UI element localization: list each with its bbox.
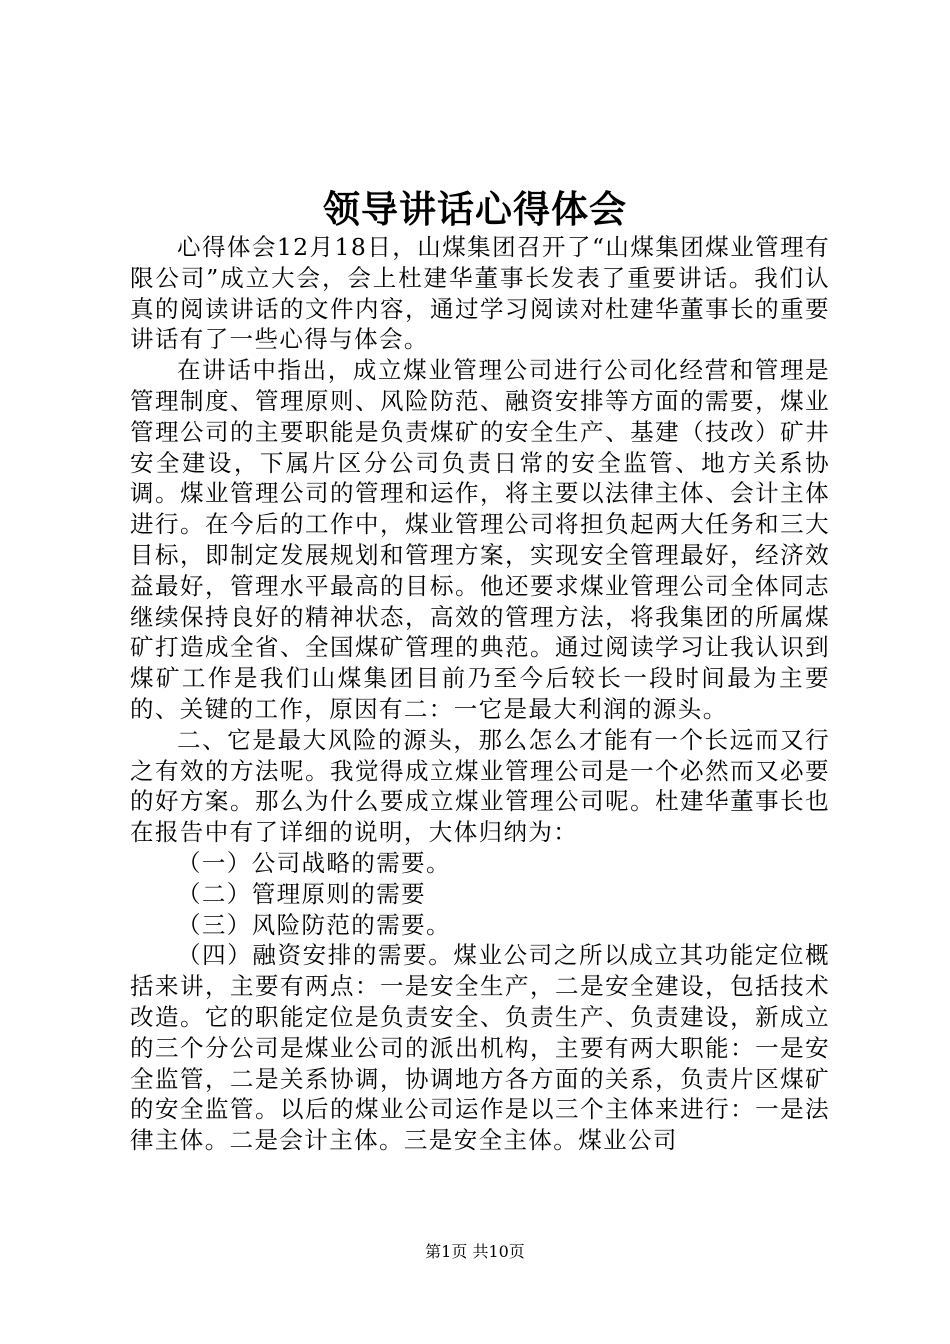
document-body <box>130 232 830 1156</box>
document-title: 领导讲话心得体会 <box>323 187 627 231</box>
list-item-strategy: （一）公司战略的需要。 <box>177 848 451 877</box>
page-number-footer: 第1页 共10页 <box>425 1242 525 1261</box>
paragraph-speech-summary: 在讲话中指出，成立煤业管理公司进行公司化经营和管理是管理制度、管理原则、风险防范、融资安排等方面的需要，煤业管理公司的主要职能是负责煤矿的安全生产、基建（技改）矿井安全建设，下属片区分公司负责日常的安全监管、地方关系协调。煤业管理公司的管理和运作，将主要以法律主体、会计主体进行。在今后的工作中，煤业管理公司将担负起两大任务和三大目标，即制定发展规划和管理方案，实现安全管理最好，经济效益最好，管理水平最高的目标。他还要求煤业管理公司全体同志继续保持良好的精神状态，高效的管理方法，将我集团的所属煤矿打造成全省、全国煤矿管理的典范。通过阅读学习让我认识到煤矿工作是我们山煤集团目前乃至今后较长一段时间最为主要的、关键的工作，原因有二：一它是最大利润的源头。 <box>130 356 830 723</box>
paragraph-financing: （四）融资安排的需要。煤业公司之所以成立其功能定位概括来讲，主要有两点：一是安全生产，二是安全建设，包括技术改造。它的职能定位是负责安全、负责生产、负责建设，新成立的三个分公司是煤业公司的派出机构，主要有两大职能：一是安全监管，二是关系协调，协调地方各方面的关系，负责片区煤矿的安全监管。以后的煤业公司运作是以三个主体来进行：一是法律主体。二是会计主体。三是安全主体。煤业公司 <box>130 941 830 1155</box>
paragraph-intro: 心得体会12月18日，山煤集团召开了“山煤集团煤业管理有限公司”成立大会，会上杜建华董事长发表了重要讲话。我们认真的阅读讲话的文件内容，通过学习阅读对杜建华董事长的重要讲话有了一些心得与体会。 <box>130 233 830 354</box>
paragraph-second-reason: 二、它是最大风险的源头，那么怎么才能有一个长远而又行之有效的方法呢。我觉得成立煤业管理公司是一个必然而又必要的好方案。那么为什么要成立煤业管理公司呢。杜建华董事长也在报告中有了详细的说明，大体归纳为： <box>130 725 830 847</box>
list-item-risk: （三）风险防范的需要。 <box>177 910 451 939</box>
list-item-management: （二）管理原则的需要 <box>177 879 426 908</box>
